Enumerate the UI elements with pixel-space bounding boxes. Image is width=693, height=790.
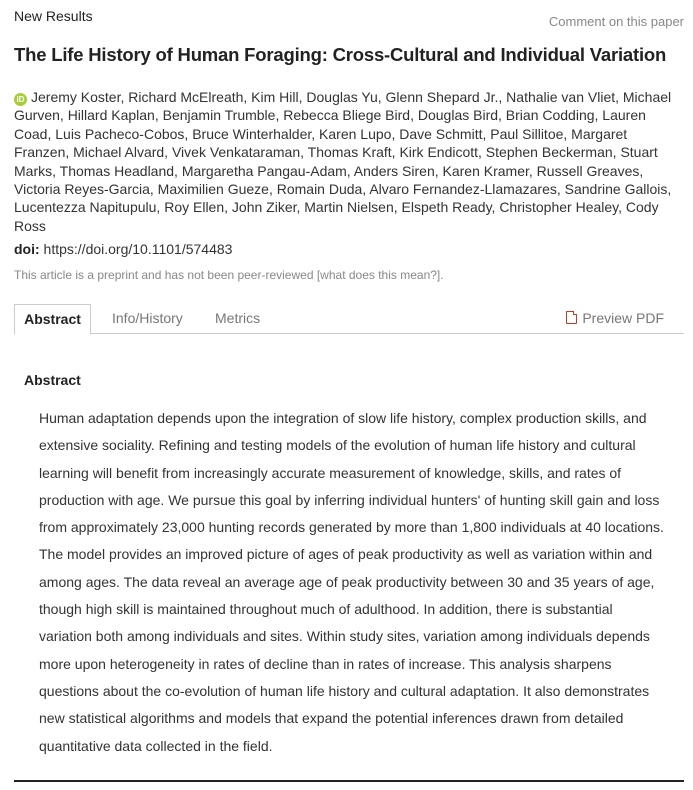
tab-info-history[interactable]: Info/History — [112, 310, 183, 326]
author-list — [14, 88, 686, 235]
doi-line — [14, 241, 232, 257]
comment-link[interactable]: Comment on this paper — [548, 14, 684, 29]
tab-metrics[interactable]: Metrics — [215, 310, 261, 326]
section-divider — [14, 780, 684, 782]
page-title: The Life History of Human Foraging: Cross-Cultural and Individual Variation — [14, 44, 667, 65]
abstract-heading: Abstract — [24, 372, 81, 388]
preview-pdf-label: Preview PDF — [582, 310, 664, 326]
authors-text[interactable]: Jeremy Koster, Richard McElreath, Kim Hill, Douglas Yu, Glenn Shepard Jr., Nathalie van Vliet, Michael Gurven, Hillard Kaplan, Benjamin Trumble, Rebecca Bliege Bird, Douglas Bird, Brian Codding, Lauren Coad, Luis Pacheco-Cobos, Bruce Winterhalder, Karen Lupo, Dave Schmitt, Paul Sillitoe, Margaret Franzen, Michael Alvard, Vivek Venkataraman, Thomas Kraft, Kirk Endicott, Stephen Beckerman, Stuart Marks, Thomas Headland, Margaretha Pangau-Adam, Anders Siren, Karen Kramer, Russell Greaves, Victoria Reyes-Garcia, Maximilien Gueze, Romain Duda, Alvaro Fernandez-Llamazares, Sandrine Gallois, Lucentezza Napitupulu, Roy Ellen, John Ziker, Martin Nielsen, Elspeth Ready, Christopher Healey, Cody Ross — [14, 89, 672, 234]
doi-link[interactable]: https://doi.org/10.1101/574483 — [43, 241, 233, 257]
what-does-this-mean-link[interactable]: [what does this mean?] — [316, 268, 441, 282]
preprint-notice — [14, 268, 444, 282]
tab-abstract[interactable]: Abstract — [14, 304, 91, 335]
preprint-note-text: This article is a preprint and has not been peer-reviewed — [14, 268, 314, 282]
article-status: New Results — [14, 8, 93, 24]
orcid-icon[interactable]: iD — [14, 93, 27, 106]
preprint-note-period: . — [440, 268, 444, 282]
abstract-text: Human adaptation depends upon the integration of slow life history, complex production skills, and extensive sociality. Refining and testing models of the evolution of human life history and cultural learning will benefit from increasingly accurate measurement of knowledge, skills, and rates of production with age. We pursue this goal by inferring individual hunters' of hunting skill gain and loss from approximately 23,000 hunting records generated by more than 1,800 individuals at 40 locations. The model provides an improved picture of ages of peak productivity as well as variation within and among ages. The data reveal an average age of peak productivity between 30 and 35 years of age, though high skill is maintained throughout much of adulthood. In addition, there is substantial variation both among individuals and sites. Within study sites, variation among individuals depends more upon heterogeneity in rates of decline than in rates of increase. This analysis sharpens questions about the co-evolution of human life history and cultural adaptation. It also demonstrates new statistical algorithms and models that expand the potential inferences drawn from detailed quantitative data collected in the field. — [39, 410, 664, 754]
article-tabs — [14, 304, 684, 334]
doi-label: doi: — [14, 241, 40, 257]
preview-pdf-button[interactable] — [566, 304, 664, 332]
pdf-file-icon — [566, 311, 577, 324]
article-top-row — [14, 7, 684, 31]
